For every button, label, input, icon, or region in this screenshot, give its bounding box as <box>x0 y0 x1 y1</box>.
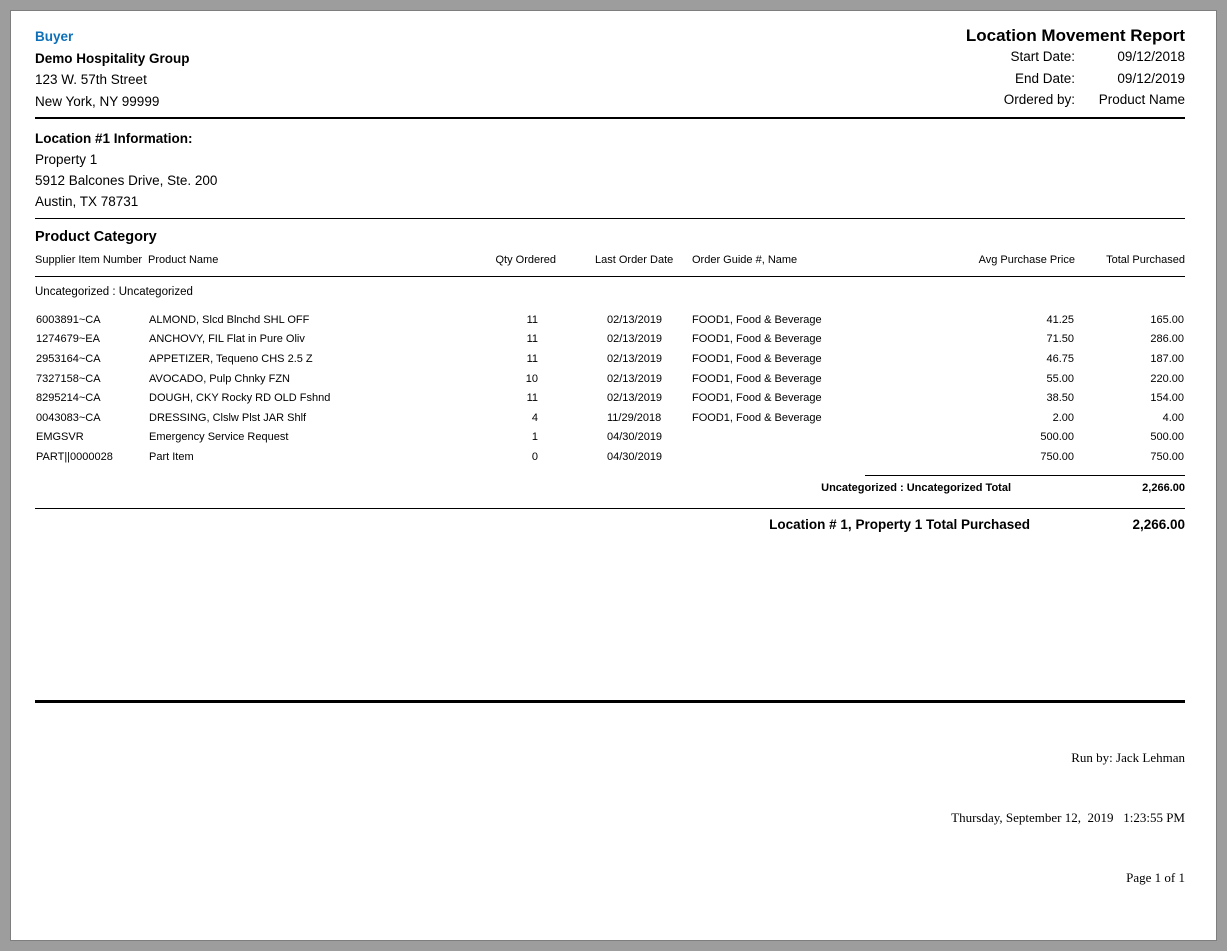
start-date-label: Start Date: <box>1010 49 1075 64</box>
cell-total-purchased: 750.00 <box>1150 450 1184 463</box>
table-row <box>35 428 1185 448</box>
product-table <box>35 246 1185 467</box>
col-avg-purchase-price: Avg Purchase Price <box>925 246 1075 277</box>
cell-avg-purchase-price: 750.00 <box>1040 450 1074 463</box>
table-row <box>35 369 1185 389</box>
cell-order-guide: FOOD1, Food & Beverage <box>692 392 822 405</box>
col-total-purchased: Total Purchased <box>1075 246 1185 277</box>
cell-avg-purchase-price: 500.00 <box>1040 431 1074 444</box>
cell-last-order-date: 02/13/2019 <box>607 372 663 385</box>
location-address-line2: Austin, TX 78731 <box>35 194 139 209</box>
footer-page-number: Page 1 of 1 <box>1126 870 1185 885</box>
cell-supplier-item-number: EMGSVR <box>36 431 84 444</box>
cell-qty-ordered: 4 <box>531 411 538 424</box>
cell-product-name: APPETIZER, Tequeno CHS 2.5 Z <box>149 352 313 365</box>
footer-run-by: Run by: Jack Lehman <box>1071 750 1185 765</box>
section-heading: Product Category <box>35 229 157 245</box>
location-heading: Location #1 Information: <box>35 131 193 146</box>
location-address-line1: 5912 Balcones Drive, Ste. 200 <box>35 173 218 188</box>
col-qty-ordered: Qty Ordered <box>480 246 556 277</box>
report-meta-block <box>966 26 1185 112</box>
cell-supplier-item-number: 7327158~CA <box>36 372 101 385</box>
cell-supplier-item-number: 0043083~CA <box>36 411 101 424</box>
cell-qty-ordered: 10 <box>525 372 538 385</box>
table-row <box>35 388 1185 408</box>
cell-supplier-item-number: 1274679~EA <box>36 333 100 346</box>
cell-last-order-date: 04/30/2019 <box>607 431 663 444</box>
cell-avg-purchase-price: 2.00 <box>1052 411 1074 424</box>
company-address-line2: New York, NY 99999 <box>35 93 160 109</box>
cell-total-purchased: 187.00 <box>1150 352 1184 365</box>
cell-supplier-item-number: 2953164~CA <box>36 352 101 365</box>
cell-product-name: Part Item <box>149 450 194 463</box>
cell-order-guide: FOOD1, Food & Beverage <box>692 352 822 365</box>
cell-avg-purchase-price: 71.50 <box>1046 333 1074 346</box>
cell-order-guide: FOOD1, Food & Beverage <box>692 372 822 385</box>
group-total-value: 2,266.00 <box>1142 481 1185 494</box>
table-header-row <box>35 246 1185 277</box>
end-date-label: End Date: <box>1014 70 1075 86</box>
cell-product-name: ANCHOVY, FIL Flat in Pure Oliv <box>149 333 305 346</box>
ordered-by-label: Ordered by: <box>1003 92 1075 107</box>
company-name: Demo Hospitality Group <box>35 50 190 66</box>
group-label: Uncategorized : Uncategorized <box>35 286 193 298</box>
report-header <box>35 26 1185 112</box>
cell-order-guide: FOOD1, Food & Beverage <box>692 313 822 326</box>
cell-product-name: DRESSING, Clslw Plst JAR Shlf <box>149 411 307 424</box>
meta-ordered-by <box>966 89 1185 111</box>
footer-datetime: Thursday, September 12, 2019 1:23:55 PM <box>951 810 1185 825</box>
cell-supplier-item-number: 6003891~CA <box>36 313 101 326</box>
location-name: Property 1 <box>35 152 98 167</box>
table-row <box>35 447 1185 467</box>
table-header <box>35 246 1185 277</box>
cell-qty-ordered: 0 <box>531 450 538 463</box>
cell-product-name: DOUGH, CKY Rocky RD OLD Fshnd <box>149 392 331 405</box>
header-divider <box>35 117 1185 119</box>
cell-product-name: AVOCADO, Pulp Chnky FZN <box>149 372 290 385</box>
cell-avg-purchase-price: 46.75 <box>1046 352 1074 365</box>
col-last-order-date: Last Order Date <box>556 246 690 277</box>
buyer-label: Buyer <box>35 29 74 44</box>
blank-space <box>35 532 1185 700</box>
cell-order-guide <box>690 428 925 448</box>
location-total-divider <box>35 508 1185 509</box>
group-header-row <box>35 277 1185 311</box>
location-total-row <box>35 517 1185 532</box>
col-supplier-item-number: Supplier Item Number <box>35 246 148 277</box>
location-total-label: Location # 1, Property 1 Total Purchased <box>769 516 1030 532</box>
group-total-divider <box>865 475 1185 476</box>
cell-last-order-date: 02/13/2019 <box>607 352 663 365</box>
cell-supplier-item-number: PART||0000028 <box>36 450 113 463</box>
cell-total-purchased: 286.00 <box>1150 333 1184 346</box>
location-total-value: 2,266.00 <box>1132 516 1185 532</box>
cell-avg-purchase-price: 38.50 <box>1046 392 1074 405</box>
cell-qty-ordered: 1 <box>531 431 538 444</box>
cell-avg-purchase-price: 41.25 <box>1046 313 1074 326</box>
cell-last-order-date: 02/13/2019 <box>607 313 663 326</box>
table-row <box>35 310 1185 330</box>
cell-total-purchased: 165.00 <box>1150 313 1184 326</box>
report-page <box>10 10 1217 941</box>
group-total-row <box>35 482 1185 494</box>
end-date-value: 09/12/2019 <box>1117 70 1185 86</box>
cell-product-name: ALMOND, Slcd Blnchd SHL OFF <box>149 313 310 326</box>
cell-qty-ordered: 11 <box>526 333 538 346</box>
table-body <box>35 310 1185 467</box>
cell-supplier-item-number: 8295214~CA <box>36 392 101 405</box>
table-row <box>35 408 1185 428</box>
footer-divider <box>35 700 1185 703</box>
table-row <box>35 349 1185 369</box>
cell-last-order-date: 02/13/2019 <box>607 333 663 346</box>
cell-product-name: Emergency Service Request <box>149 431 289 444</box>
cell-total-purchased: 500.00 <box>1150 431 1184 444</box>
cell-last-order-date: 02/13/2019 <box>607 392 663 405</box>
company-block <box>35 26 190 112</box>
col-product-name: Product Name <box>148 246 480 277</box>
cell-total-purchased: 154.00 <box>1150 392 1184 405</box>
company-address-line1: 123 W. 57th Street <box>35 72 147 87</box>
table-row <box>35 330 1185 350</box>
ordered-by-value: Product Name <box>1098 92 1185 107</box>
cell-last-order-date: 11/29/2018 <box>607 411 662 424</box>
cell-qty-ordered: 11 <box>526 313 538 326</box>
col-order-guide: Order Guide #, Name <box>690 246 925 277</box>
cell-total-purchased: 220.00 <box>1150 372 1184 385</box>
group-total-label: Uncategorized : Uncategorized Total <box>821 481 1011 494</box>
cell-avg-purchase-price: 55.00 <box>1046 372 1074 385</box>
report-footer <box>35 708 1185 928</box>
start-date-value: 09/12/2018 <box>1117 49 1185 64</box>
cell-last-order-date: 04/30/2019 <box>607 450 663 463</box>
cell-order-guide: FOOD1, Food & Beverage <box>692 333 822 346</box>
cell-total-purchased: 4.00 <box>1162 411 1184 424</box>
cell-qty-ordered: 11 <box>526 392 538 405</box>
report-title: Location Movement Report <box>965 26 1185 45</box>
meta-end-date <box>966 68 1185 90</box>
location-info-block <box>35 128 1185 212</box>
location-divider <box>35 218 1185 219</box>
meta-start-date <box>966 46 1185 68</box>
cell-order-guide <box>690 447 925 467</box>
cell-qty-ordered: 11 <box>526 352 538 365</box>
cell-order-guide: FOOD1, Food & Beverage <box>692 411 822 424</box>
